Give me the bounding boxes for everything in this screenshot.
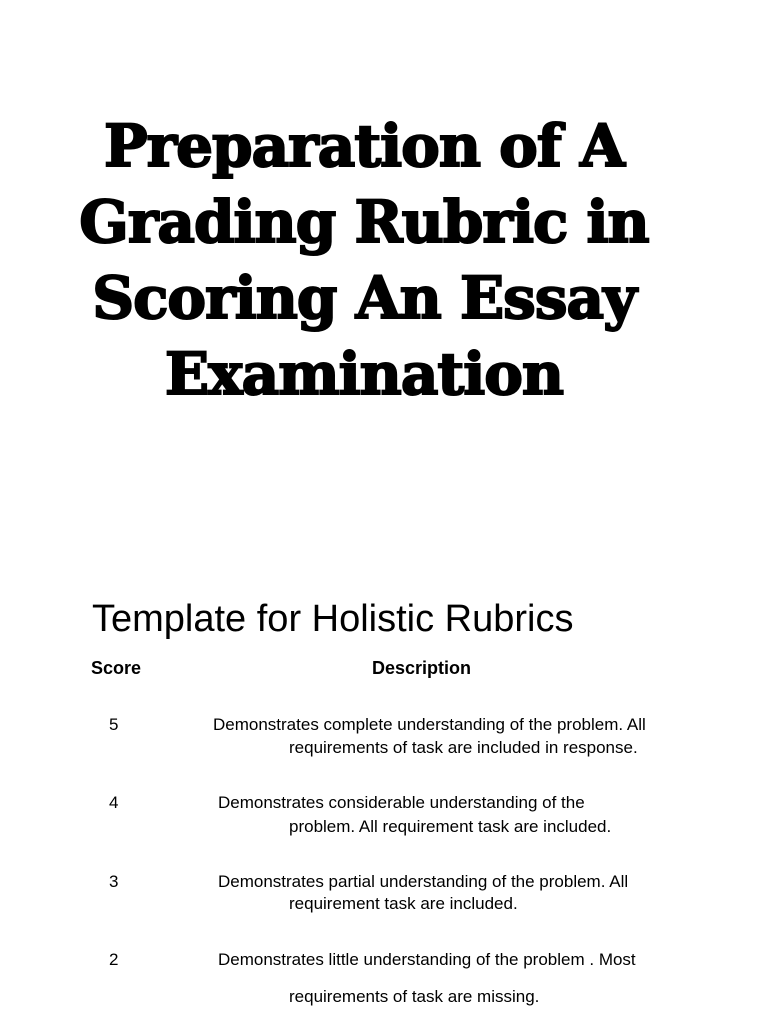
section-heading: Template for Holistic Rubrics [92,598,574,640]
title-line-2: Grading Rubric in [79,188,649,256]
score-value: 5 [109,715,119,734]
score-value: 3 [109,872,119,891]
description-line-1: Demonstrates partial understanding of the problem. All [218,872,629,891]
description-line-1: Demonstrates considerable understanding of the [218,793,585,812]
score-column-header: Score [91,658,142,678]
description-line-2: problem. All requirement task are included. [289,817,612,836]
description-line-2: requirement task are included. [289,894,518,913]
score-value: 4 [109,793,119,812]
description-line-2: requirements of task are included in response. [289,738,638,757]
title-line-1: Preparation of A [103,112,625,180]
description-line-1: Demonstrates little understanding of the problem . Most [218,950,636,969]
title-line-4: Examination [164,340,564,408]
description-line-1: Demonstrates complete understanding of the problem. All [213,715,646,734]
document-title [0,108,728,412]
description-column-header: Description [372,658,472,678]
title-line-3: Scoring An Essay [92,264,636,332]
score-value: 2 [109,950,119,969]
description-line-2: requirements of task are missing. [289,987,540,1006]
